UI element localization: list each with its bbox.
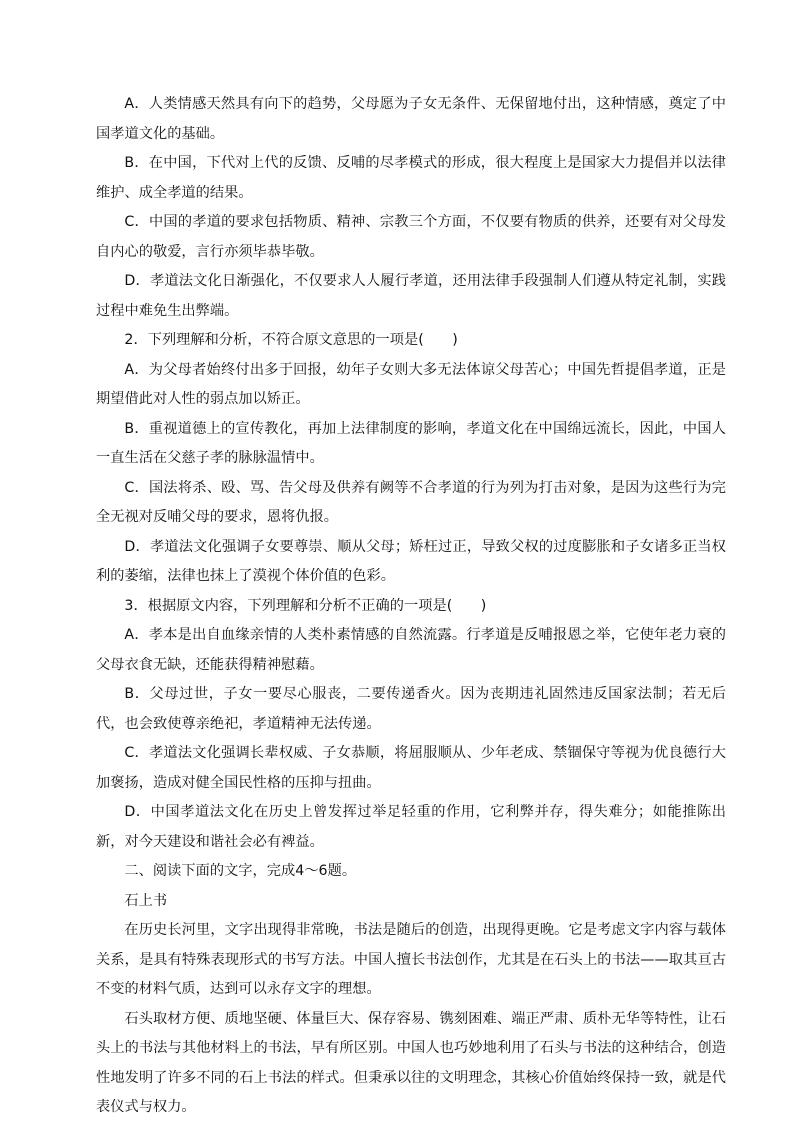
q3-option-b: B．父母过世，子女一要尽心服丧，二要传递香火。因为丧期违礼固然违反国家法制；若无后代，也会致使尊亲绝祀，孝道精神无法传递。	[96, 686, 726, 732]
q2-option-a: A．为父母者始终付出多于回报，幼年子女则大多无法体谅父母苦心；中国先哲提倡孝道，正是期望借此对人性的弱点加以矫正。	[96, 361, 726, 407]
section-heading: 二、阅读下面的文字，完成4～6题。	[124, 863, 357, 879]
article-paragraph-2: 石头取材方便、质地坚硬、体量巨大、保存容易、镌刻困难、端正严肃、质朴无华等特性，让石头上的书法与其他材料上的书法，早有所区别。中国人也巧妙地利用了石头与书法的这种结合，创造性地发明了许多不同的石上书法的样式。但秉承以往的文明理念，其核心价值始终保持一致，就是代表仪式与权力。	[96, 1010, 726, 1115]
q2-option-b: B．重视道德上的宣传教化，再加上法律制度的影响，孝道文化在中国绵远流长，因此，中国人一直生活在父慈子孝的脉脉温情中。	[96, 420, 726, 466]
q2-option-d: D．孝道法文化强调子女要尊崇、顺从父母；矫枉过正，导致父权的过度膨胀和子女诸多正当权利的萎缩，法律也抹上了漠视个体价值的色彩。	[96, 538, 726, 584]
option-c-paragraph: C．中国的孝道的要求包括物质、精神、宗教三个方面，不仅要有物质的供养，还要有对父母发自内心的敬爱，言行亦须毕恭毕敬。	[96, 214, 726, 260]
option-a-paragraph: A．人类情感天然具有向下的趋势，父母愿为子女无条件、无保留地付出，这种情感，奠定了中国孝道文化的基础。	[96, 96, 726, 142]
article-paragraph-1: 在历史长河里，文字出现得非常晚，书法是随后的创造，出现得更晚。它是考虑文字内容与载体关系，是具有特殊表现形式的书写方法。中国人擅长书法创作，尤其是在石头上的书法——取其亘古不变的材料气质，达到可以永存文字的理想。	[96, 922, 726, 997]
option-b-paragraph: B．在中国，下代对上代的反馈、反哺的尽孝模式的形成，很大程度上是国家大力提倡并以法律维护、成全孝道的结果。	[96, 155, 726, 201]
option-d-paragraph: D．孝道法文化日渐强化，不仅要求人人履行孝道，还用法律手段强制人们遵从特定礼制，实践过程中难免生出弊端。	[96, 273, 726, 319]
q3-option-d: D．中国孝道法文化在历史上曾发挥过举足轻重的作用，它利弊并存，得失难分；如能推陈出新，对今天建设和谐社会必有裨益。	[96, 804, 726, 850]
q2-option-c: C．国法将杀、殴、骂、告父母及供养有阙等不合孝道的行为列为打击对象，是因为这些行为完全无视对反哺父母的要求，恩将仇报。	[96, 479, 726, 525]
question-3: 3．根据原文内容，下列理解和分析不正确的一项是( )	[124, 597, 487, 614]
article-title: 石上书	[124, 892, 168, 909]
question-2: 2．下列理解和分析，不符合原文意思的一项是( )	[124, 332, 458, 348]
q3-option-a: A．孝本是出自血缘亲情的人类朴素情感的自然流露。行孝道是反哺报恩之举，它使年老力衰的父母衣食无缺，还能获得精神慰藉。	[96, 627, 726, 673]
document-body	[96, 90, 726, 1123]
q3-option-c: C．孝道法文化强调长辈权威、子女恭顺，将屈服顺从、少年老成、禁锢保守等视为优良德行大加褒扬，造成对健全国民性格的压抑与扭曲。	[96, 745, 726, 791]
